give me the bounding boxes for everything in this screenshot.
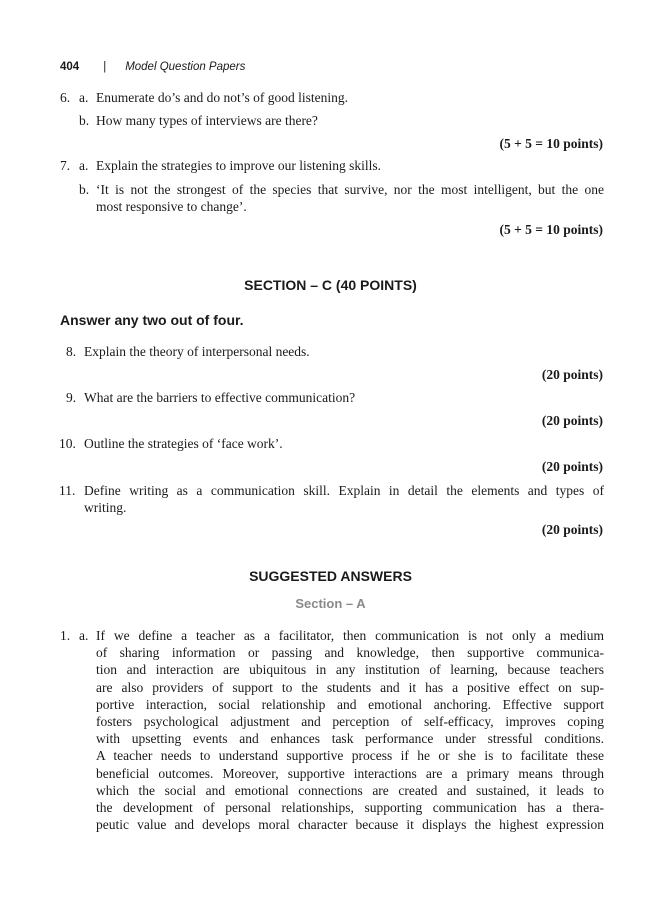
- question-text: Explain the theory of interpersonal needs.: [84, 344, 310, 359]
- points-label: (20 points): [541, 367, 603, 382]
- page-header: [60, 58, 245, 76]
- points-label: (5 + 5 = 10 points): [499, 222, 603, 237]
- answer-line: which the social and emotional connections are created and sustained, it leads to: [96, 782, 604, 798]
- points-label: (20 points): [541, 413, 603, 428]
- points-label: (20 points): [541, 459, 603, 474]
- sub-label: b.: [79, 182, 90, 197]
- question-text: writing.: [84, 500, 127, 515]
- answer-line: tion and interaction are ubiquitous in any institution of learning, because teachers: [96, 662, 604, 678]
- answer-line: If we define a teacher as a facilitator, then communication is not only a medium: [96, 628, 604, 643]
- answer-line: portive interaction, social relationship and emotional anchoring. Effective support: [96, 696, 604, 712]
- answer-line: of sharing information or passing and knowledge, then supportive communica-: [96, 645, 604, 661]
- header-separator: |: [103, 61, 107, 73]
- question-text: ‘It is not the strongest of the species that survive, nor the most intelligent, but the one: [96, 182, 604, 197]
- question-number: 10.: [59, 436, 76, 451]
- question-number: 6.: [60, 90, 71, 105]
- running-title: Model Question Papers: [125, 61, 246, 73]
- sub-label: a.: [79, 158, 89, 173]
- answers-subheading: Section – A: [295, 596, 366, 611]
- answer-line: beneficial outcomes. Moreover, supportive interactions are a primary means through: [96, 765, 604, 781]
- section-instruction: Answer any two out of four.: [60, 312, 244, 328]
- section-heading: SECTION – C (40 POINTS): [244, 277, 417, 293]
- answer-line: peutic value and develops moral character because it displays the highest expression: [96, 817, 604, 833]
- question-number: 8.: [66, 344, 77, 359]
- question-text: Define writing as a communication skill. Explain in detail the elements and types of: [84, 483, 604, 498]
- question-text: Enumerate do’s and do not’s of good listening.: [96, 90, 348, 105]
- question-text: How many types of interviews are there?: [96, 113, 318, 128]
- answer-line: fosters psychological adjustment and perception of self-efficacy, improves coping: [96, 714, 604, 730]
- answers-heading: SUGGESTED ANSWERS: [249, 568, 412, 584]
- question-number: 9.: [66, 390, 77, 405]
- question-number: 7.: [60, 158, 71, 173]
- points-label: (20 points): [541, 522, 603, 537]
- answer-number: 1.: [60, 628, 71, 643]
- question-text: Outline the strategies of ‘face work’.: [84, 436, 283, 451]
- sub-label: a.: [79, 628, 89, 643]
- page-number: 404: [60, 61, 80, 73]
- sub-label: b.: [79, 113, 90, 128]
- answer-line: A teacher needs to understand supportive process if he or she is to facilitate these: [96, 748, 604, 764]
- points-label: (5 + 5 = 10 points): [499, 136, 603, 151]
- answer-line: the development of personal relationships, supporting communication has a thera-: [96, 800, 604, 816]
- answer-line: with upsetting events and enhances task performance under stressful conditions.: [96, 731, 604, 747]
- answer-line: are also providers of support to the students and it has a positive effect on sup-: [96, 679, 604, 695]
- answer-body: [96, 627, 604, 833]
- question-text: most responsive to change’.: [96, 199, 247, 214]
- sub-label: a.: [79, 90, 89, 105]
- question-text: Explain the strategies to improve our listening skills.: [96, 158, 381, 173]
- question-number: 11.: [59, 483, 76, 498]
- question-text: What are the barriers to effective communication?: [84, 390, 356, 405]
